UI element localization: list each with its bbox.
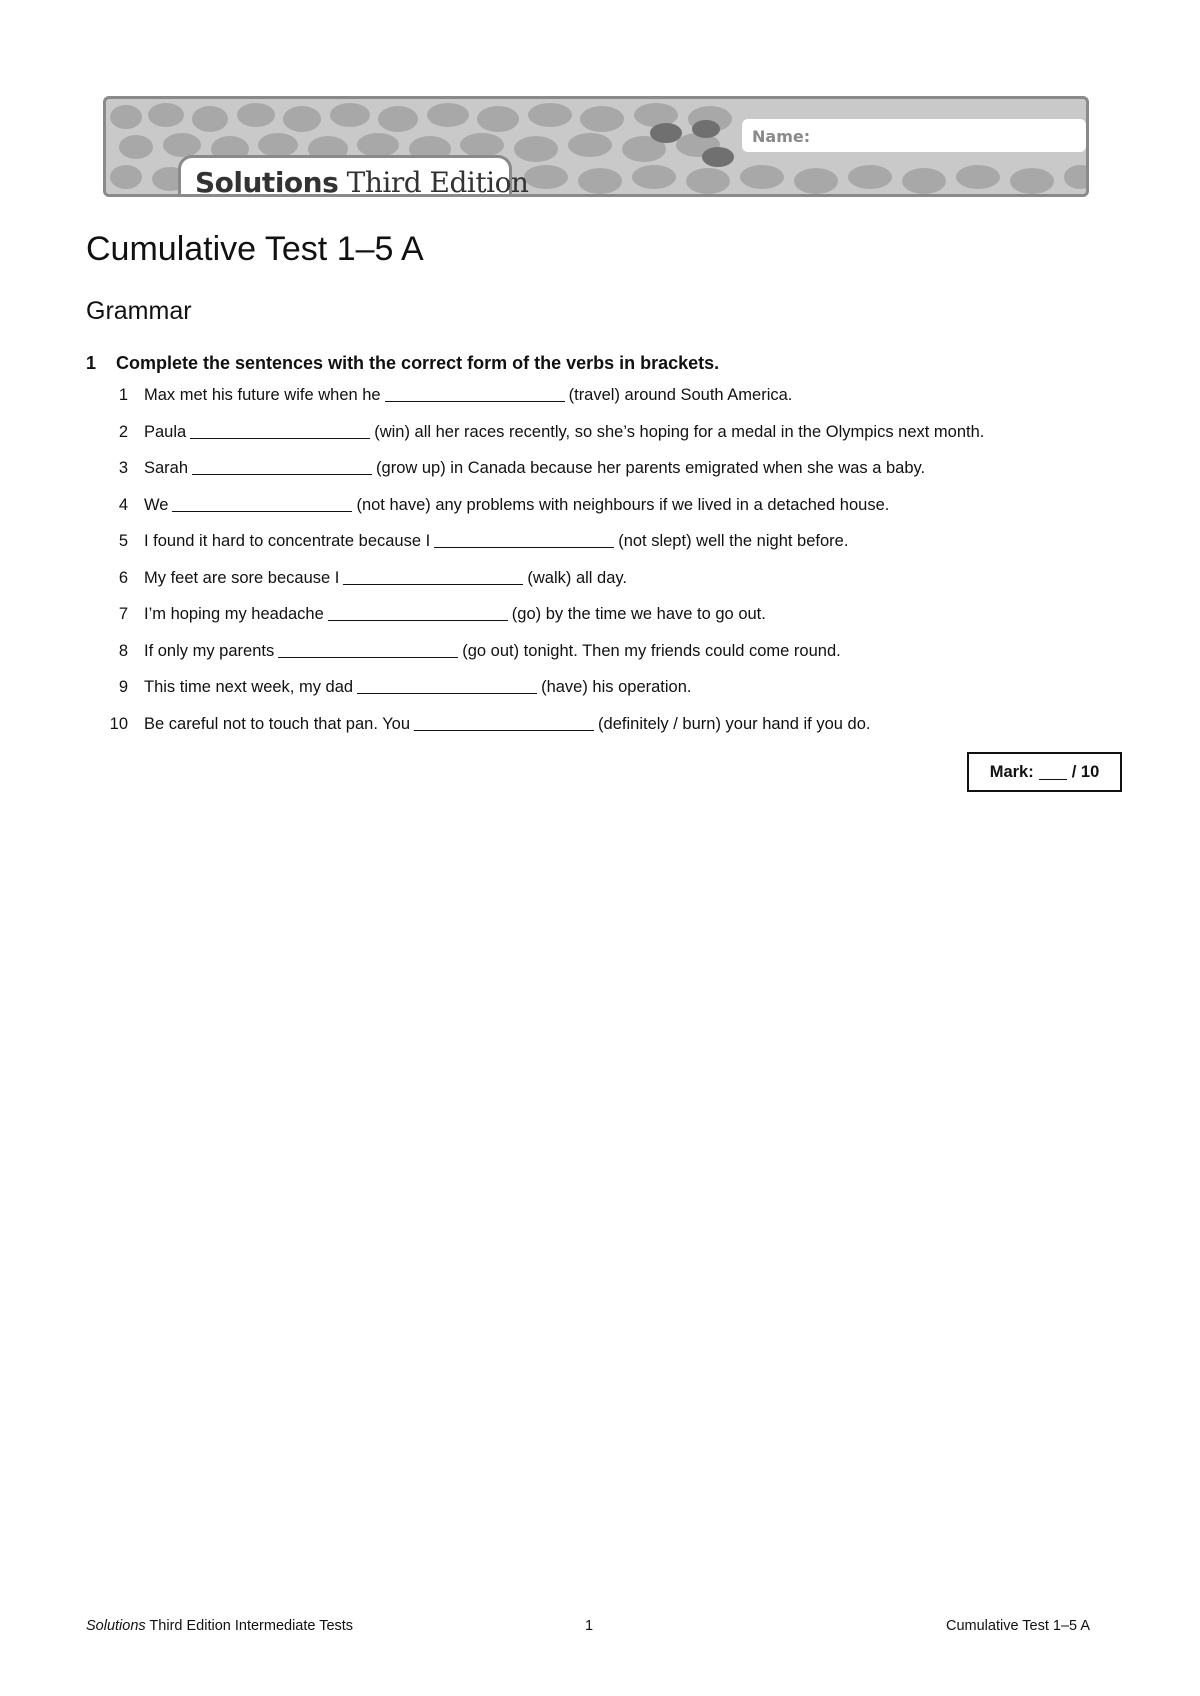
question-item <box>86 605 984 642</box>
brand-rest: Third Edition <box>338 166 529 197</box>
question-text-after: (go) by the time we have to go out. <box>511 605 766 623</box>
question-text-after: (go out) tonight. Then my friends could come round. <box>462 641 841 660</box>
question-text-before: Paula <box>144 422 187 441</box>
mark-box <box>967 752 1122 792</box>
question-text-before: This time next week, my dad <box>144 678 354 696</box>
brand-logo <box>195 166 528 197</box>
footer-brand: Solutions <box>86 1618 146 1634</box>
header-banner <box>103 96 1089 197</box>
section-heading: Grammar <box>86 297 192 325</box>
name-field[interactable] <box>742 119 1086 152</box>
question-number: 5 <box>118 532 128 550</box>
question-number: 8 <box>118 641 128 660</box>
question-text-before: Max met his future wife when he <box>144 386 381 404</box>
answer-blank[interactable] <box>414 715 594 731</box>
footer-left-rest: Third Edition Intermediate Tests <box>145 1618 354 1634</box>
footer-left <box>86 1618 353 1634</box>
name-label: Name: <box>752 127 811 146</box>
question-text-before: I’m hoping my headache <box>144 605 324 623</box>
question-number: 10 <box>109 714 128 733</box>
question-item <box>86 423 984 460</box>
question-text-before: If only my parents <box>144 641 275 660</box>
instruction-text: Complete the sentences with the correct form of the verbs in brackets. <box>116 353 720 373</box>
page-title: Cumulative Test 1–5 A <box>86 230 424 268</box>
answer-blank[interactable] <box>343 569 523 585</box>
answer-blank[interactable] <box>172 496 352 512</box>
question-number: 1 <box>118 386 128 404</box>
question-text-after: (walk) all day. <box>527 568 627 587</box>
question-item <box>86 678 984 715</box>
question-text-after: (travel) around South America. <box>568 386 793 404</box>
question-text-after: (win) all her races recently, so she’s hoping for a medal in the Olympics next month. <box>374 422 985 441</box>
question-number: 6 <box>118 568 128 587</box>
question-item <box>86 715 984 752</box>
question-text-before: Be careful not to touch that pan. You <box>144 714 411 733</box>
question-item <box>86 569 984 606</box>
question-text-after: (grow up) in Canada because her parents emigrated when she was a baby. <box>376 459 926 477</box>
question-number: 4 <box>118 495 128 514</box>
answer-blank[interactable] <box>278 642 458 658</box>
brand-tab <box>178 155 529 197</box>
exercise-instruction <box>86 353 719 374</box>
question-text-before: I found it hard to concentrate because I <box>144 532 431 550</box>
question-item <box>86 496 984 533</box>
question-text-before: We <box>144 495 169 514</box>
brand-bold: Solutions <box>195 166 339 197</box>
question-text-after: (not slept) well the night before. <box>618 532 849 550</box>
answer-blank[interactable] <box>328 605 508 621</box>
question-item <box>86 386 984 423</box>
mark-label: Mark: <box>989 762 1034 781</box>
answer-blank[interactable] <box>190 423 370 439</box>
question-item <box>86 459 984 496</box>
answer-blank[interactable] <box>357 678 537 694</box>
answer-blank[interactable] <box>192 459 372 475</box>
question-text-after: (have) his operation. <box>541 678 692 696</box>
question-text-before: Sarah <box>144 459 189 477</box>
exercise-number: 1 <box>86 353 97 373</box>
question-list <box>86 386 984 751</box>
answer-blank[interactable] <box>434 532 614 548</box>
question-text-before: My feet are sore because I <box>144 568 340 587</box>
mark-blank[interactable] <box>1039 765 1067 780</box>
question-number: 2 <box>118 422 128 441</box>
answer-blank[interactable] <box>385 386 565 402</box>
footer-right: Cumulative Test 1–5 A <box>946 1618 1091 1634</box>
question-number: 7 <box>118 605 128 623</box>
mark-total: / 10 <box>1071 762 1100 781</box>
question-item <box>86 642 984 679</box>
question-text-after: (definitely / burn) your hand if you do. <box>598 714 871 733</box>
page-number: 1 <box>585 1618 594 1634</box>
question-number: 3 <box>118 459 128 477</box>
question-number: 9 <box>118 678 128 696</box>
question-item <box>86 532 984 569</box>
question-text-after: (not have) any problems with neighbours if we lived in a detached house. <box>356 495 890 514</box>
